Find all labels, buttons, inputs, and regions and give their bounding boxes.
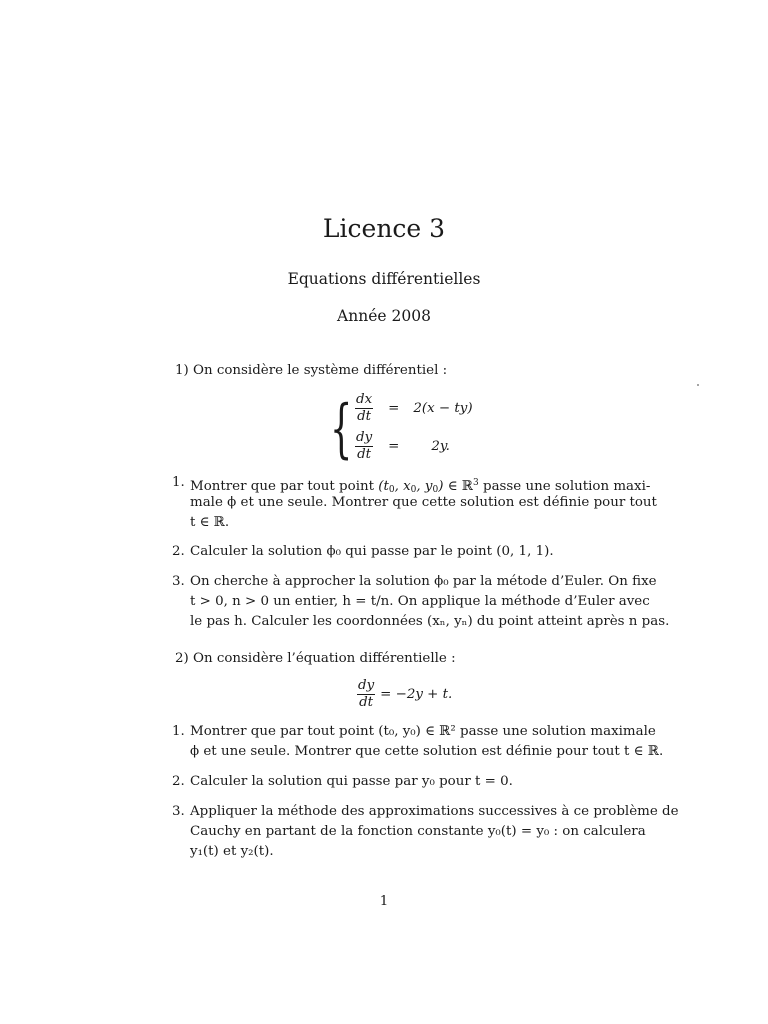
eq1-equals: = [388,401,400,416]
ex1-q1-line2: male ϕ et une seule. Montrer que cette solution est définie pour tout [190,495,657,510]
exercise1-intro: 1) On considère le système différentiel : [175,363,448,378]
system-equation-2 [354,430,450,463]
eq2-rhs: 2y. [431,439,450,454]
ex1-q3-line1: On cherche à approcher la solution ϕ₀ par la métode d’Euler. On fixe [190,574,657,589]
system-equation-1 [354,392,473,425]
eq1-fraction [354,392,374,425]
eq1-numerator: dx [356,392,373,407]
ex2-eq-fraction [356,678,376,711]
ex2-q3-line3: y₁(t) et y₂(t). [190,844,274,859]
ex2-q2-number: 2. [172,774,185,789]
page-title: Licence 3 [322,214,446,243]
ex1-q2-number: 2. [172,544,185,559]
eq1-rhs: 2(x − ty) [413,401,473,416]
ex1-q1-line1-end: passe une solution maxi- [478,479,651,494]
ex1-q3-line3: le pas h. Calculer les coordonnées (xₙ, yₙ) du point atteint après n pas. [190,614,670,629]
ex1-q2-text: Calculer la solution ϕ₀ qui passe par le point (0, 1, 1). [190,544,554,559]
eq2-denominator: dt [357,447,372,462]
ex2-q3-number: 3. [172,804,185,819]
ex2-q3-line1: Appliquer la méthode des approximations successives à ce problème de [190,804,679,819]
ex2-q3-line2: Cauchy en partant de la fonction constante y₀(t) = y₀ : on calculera [190,824,646,839]
exercise2-intro: 2) On considère l’équation différentielle : [175,651,456,666]
ex2-q1-line1: Montrer que par tout point (t₀, y₀) ∈ ℝ² passe une solution maximale [190,724,656,739]
eq2-numerator: dy [356,430,373,445]
ex1-q3-number: 3. [172,574,185,589]
ex1-q1-line3: t ∈ ℝ. [190,515,230,530]
ex1-q1-point: ($t_0$, $x_0$, $y_0$) ∈ ℝ$^3$ [378,478,479,495]
page-subtitle: Equations différentielles [287,270,481,288]
ex2-q2-text: Calculer la solution qui passe par y₀ pour t = 0. [190,774,513,789]
ex1-q1-number: 1. [172,475,185,490]
system-brace: { [330,392,353,466]
ex1-q3-line2: t > 0, n > 0 un entier, h = t/n. On applique la méthode d’Euler avec [190,594,650,609]
ex2-eq-numerator: dy [358,678,375,693]
ex2-eq-denominator: dt [359,695,374,710]
ex2-eq-rhs: = −2y + t. [380,687,453,702]
ex2-q1-number: 1. [172,724,185,739]
ex2-q1-line2: ϕ et une seule. Montrer que cette solution est définie pour tout t ∈ ℝ. [190,744,664,759]
ex1-q1-line1-start: Montrer que par tout point [190,479,379,494]
exercise2-equation [356,678,452,711]
eq2-fraction [354,430,374,463]
page-number: 1 [379,894,389,909]
page-year: Année 2008 [337,307,431,325]
eq2-equals: = [388,439,400,454]
eq1-denominator: dt [357,409,372,424]
scan-speck [697,384,699,386]
